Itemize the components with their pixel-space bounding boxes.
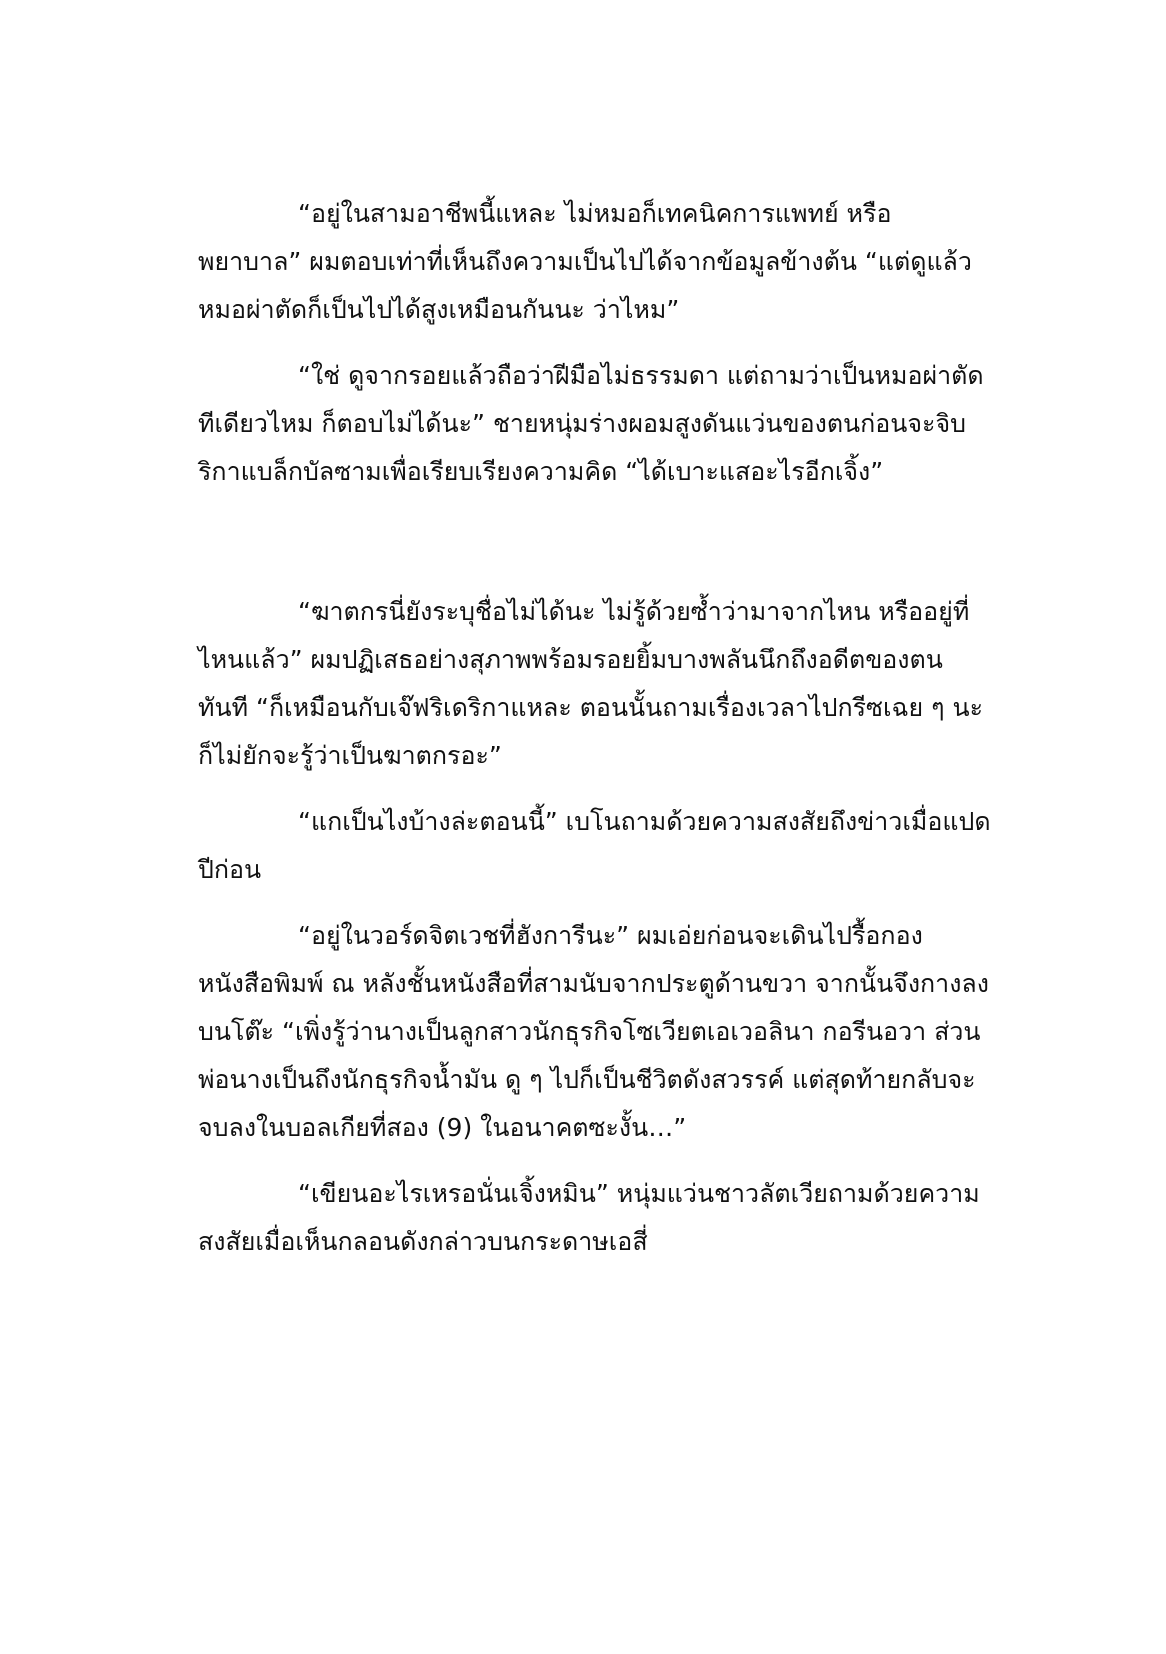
text-line: ไหนแล้ว” ผมปฏิเสธอย่างสุภาพพร้อมรอยยิ้มบางพลันนึกถึงอดีตของตน <box>198 645 943 674</box>
text-line: หมอผ่าตัดก็เป็นไปได้สูงเหมือนกันนะ ว่าไหม” <box>198 295 680 324</box>
text-line: ทีเดียวไหม ก็ตอบไม่ได้นะ” ชายหนุ่มร่างผอมสูงดันแว่นของตนก่อนจะจิบ <box>198 409 966 438</box>
text-line: พ่อนางเป็นถึงนักธุรกิจน้ำมัน ดู ๆ ไปก็เป็นชีวิตดังสวรรค์ แต่สุดท้ายกลับจะ <box>198 1065 976 1094</box>
text-line: “ใช่ ดูจากรอยแล้วถือว่าฝีมือไม่ธรรมดา แต่ถามว่าเป็นหมอผ่าตัด <box>298 361 984 390</box>
text-line: พยาบาล” ผมตอบเท่าที่เห็นถึงความเป็นไปได้จากข้อมูลข้างต้น “แต่ดูแล้ว <box>198 247 972 276</box>
text-line: บนโต๊ะ “เพิ่งรู้ว่านางเป็นลูกสาวนักธุรกิจโซเวียตเอเวอลินา กอรีนอวา ส่วน <box>198 1017 981 1046</box>
paragraph <box>198 912 989 1152</box>
text-line: “เขียนอะไรเหรอนั่นเจิ้งหมิน” หนุ่มแว่นชาวลัตเวียถามด้วยความ <box>298 1179 980 1208</box>
paragraph <box>198 352 984 496</box>
text-line: “ฆาตกรนี่ยังระบุชื่อไม่ได้นะ ไม่รู้ด้วยซ้ำว่ามาจากไหน หรืออยู่ที่ <box>298 597 970 626</box>
text-line: ทันที “ก็เหมือนกับเจ๊ฟริเดริกาแหละ ตอนนั้นถามเรื่องเวลาไปกรีซเฉย ๆ นะ <box>198 693 984 722</box>
text-line: “อยู่ในสามอาชีพนี้แหละ ไม่หมอก็เทคนิคการแพทย์ หรือ <box>298 199 892 228</box>
text-line: ก็ไม่ยักจะรู้ว่าเป็นฆาตกรอะ” <box>198 741 502 770</box>
paragraph <box>198 798 991 894</box>
text-line: หนังสือพิมพ์ ณ หลังชั้นหนังสือที่สามนับจากประตูด้านขวา จากนั้นจึงกางลง <box>198 969 989 998</box>
text-section-1 <box>198 190 984 496</box>
paragraph <box>198 190 970 334</box>
text-line: “อยู่ในวอร์ดจิตเวชที่ฮังการีนะ” ผมเอ่ยก่อนจะเดินไปรื้อกอง <box>298 921 923 950</box>
text-line: ปีก่อน <box>198 855 262 884</box>
text-line: ริกาแบล็กบัลซามเพื่อเรียบเรียงความคิด “ได้เบาะแสอะไรอีกเจิ้ง” <box>198 457 884 486</box>
paragraph <box>198 588 984 780</box>
paragraph <box>198 1170 980 1266</box>
text-line: สงสัยเมื่อเห็นกลอนดังกล่าวบนกระดาษเอสี่ <box>198 1227 648 1256</box>
text-line: “แกเป็นไงบ้างล่ะตอนนี้” เบโนถามด้วยความสงสัยถึงข่าวเมื่อแปด <box>298 807 991 836</box>
text-section-2 <box>198 588 991 1266</box>
text-line: จบลงในบอลเกียที่สอง (9) ในอนาคตซะงั้น…” <box>198 1113 687 1142</box>
